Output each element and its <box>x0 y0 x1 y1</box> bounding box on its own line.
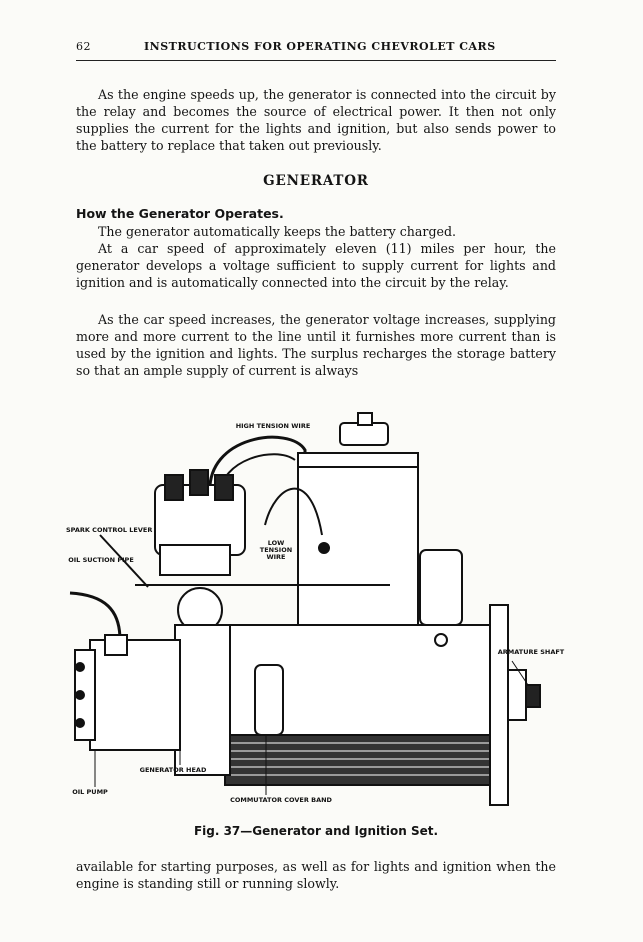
generator-drawing <box>60 405 580 815</box>
subheading: How the Generator Operates. <box>76 206 284 221</box>
section-title: GENERATOR <box>263 173 369 189</box>
label-commutator-cover-band: COMMUTATOR COVER BAND <box>230 796 332 804</box>
label-oil-pump: OIL PUMP <box>72 788 108 796</box>
label-low-tension-wire: LOW TENSION WIRE <box>259 539 293 561</box>
running-title: INSTRUCTIONS FOR OPERATING CHEVROLET CARS <box>144 40 496 53</box>
running-header <box>76 40 556 60</box>
paragraph-car-speed: At a car speed of approximately eleven (11) miles per hour, the generator develops a voltage sufficient to supply current for lights and ignition and is automatically connected into the circuit by the relay. <box>76 241 556 291</box>
label-generator-head: GENERATOR HEAD <box>139 766 207 774</box>
label-high-tension-wire: HIGH TENSION WIRE <box>235 422 311 430</box>
page-number: 62 <box>76 40 91 53</box>
header-rule <box>76 60 556 61</box>
figure-caption: Fig. 37—Generator and Ignition Set. <box>193 824 439 838</box>
label-oil-suction-pipe: OIL SUCTION PIPE <box>68 556 134 564</box>
generator-illustration <box>60 405 580 815</box>
label-armature-shaft: ARMATURE SHAFT <box>497 648 565 656</box>
paragraph-voltage-increase: As the car speed increases, the generator voltage increases, supplying more and more current to the line until it furnishes more current than is used by the ignition and lights. The surplus recharges the storage battery so that an ample supply of current is always <box>76 312 556 379</box>
paragraph-starting-purposes: available for starting purposes, as well as for lights and ignition when the engine is standing still or running slowly. <box>76 859 556 892</box>
paragraph-battery-charged: The generator automatically keeps the battery charged. <box>98 224 457 239</box>
label-spark-control-lever: SPARK CONTROL LEVER <box>66 526 153 534</box>
paragraph-relay: As the engine speeds up, the generator is connected into the circuit by the relay and becomes the source of electrical power. It then not only supplies the current for the lights and ignition, but also sends power to the battery to replace that taken out previously. <box>76 87 556 154</box>
